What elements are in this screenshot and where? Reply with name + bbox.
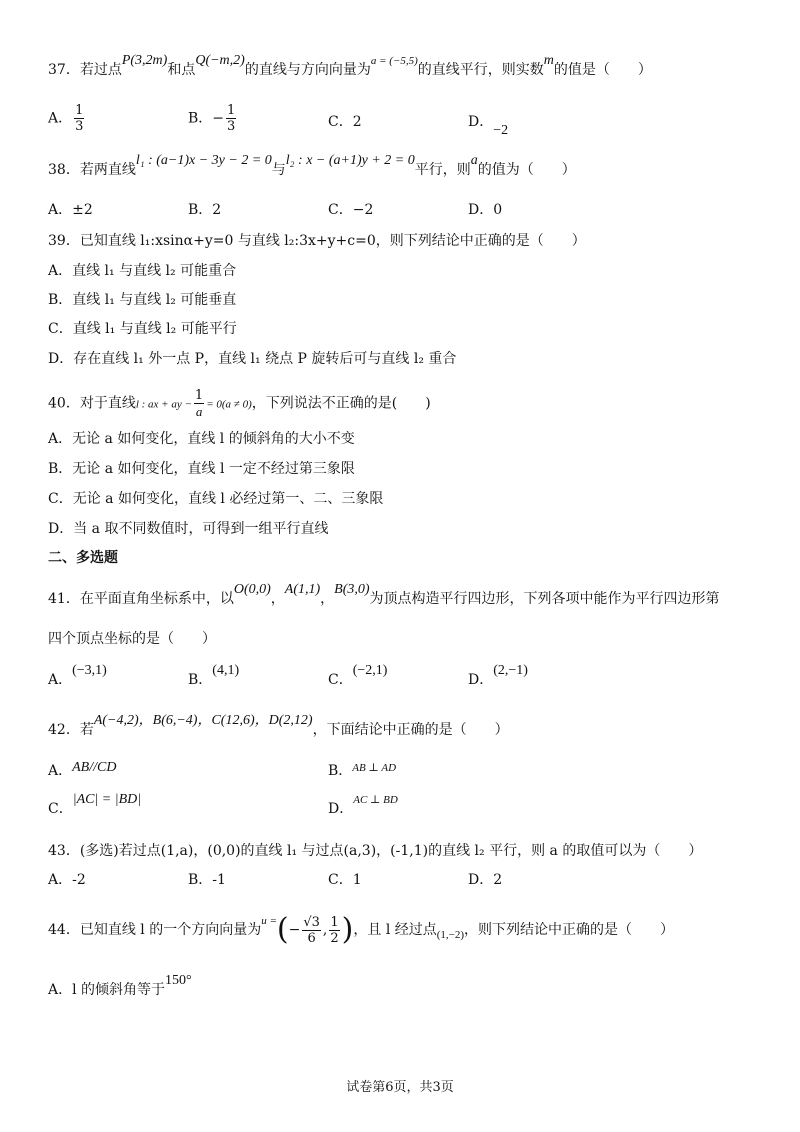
q40-text: 对于直线 <box>79 395 136 412</box>
frac-num: 1 <box>75 103 84 118</box>
frac-num: 1 <box>330 914 339 930</box>
q38-var-a: a <box>470 153 478 168</box>
fraction <box>329 915 339 946</box>
q41-stem-line2: 四个顶点坐标的是（ ） <box>48 631 216 647</box>
q38-line-l1: l₁ : (a−1)x − 3y − 2 = 0 <box>135 153 272 168</box>
q37-text: 的值是（ ） <box>553 62 652 78</box>
right-paren: ) <box>341 912 354 947</box>
option-label: B． <box>188 110 213 127</box>
q42-option-d[interactable] <box>328 794 398 820</box>
q44-text: ，且 l 经过点 <box>353 922 437 938</box>
q41-text: 为顶点构造平行四边形，下列各项中能作为平行四边形第 <box>369 591 720 607</box>
option-value: −2 <box>493 123 509 138</box>
q39-option-d[interactable]: D．存在直线 l₁ 外一点 P，直线 l₁ 绕点 P 旋转后可与直线 l₂ 重合 <box>48 351 457 367</box>
q41-option-c[interactable] <box>328 663 388 691</box>
q44-text: 已知直线 l 的一个方向向量为 <box>79 922 262 938</box>
q38-text: 与 <box>271 162 286 178</box>
minus-sign: − <box>212 110 225 127</box>
q40-option-b[interactable]: B．无论 a 如何变化，直线 l 一定不经过第三象限 <box>48 461 355 477</box>
option-label: D． <box>468 114 494 130</box>
fraction <box>226 103 236 134</box>
option-value: 150° <box>165 973 192 988</box>
option-value: |AC| = |BD| <box>72 792 142 807</box>
left-paren: ( <box>276 912 289 947</box>
q39-stem: 39．已知直线 l₁:xsinα+y=0 与直线 l₂:3x+y+c=0，则下列结论中正确的是（ ） <box>48 233 586 249</box>
q44-point: (1,−2) <box>436 929 465 941</box>
option-value: (−2,1) <box>352 663 388 678</box>
q37-option-d[interactable] <box>468 112 509 138</box>
option-value: AC ⊥ BD <box>353 794 398 806</box>
q41-point-o: O(0,0) <box>233 582 271 597</box>
q38-option-c[interactable]: C．−2 <box>328 202 374 218</box>
q40-number: 40． <box>48 395 80 412</box>
q41-point-b: B(3,0) <box>334 582 370 597</box>
q42-option-a[interactable] <box>48 761 116 782</box>
q38-option-b[interactable]: B．2 <box>188 202 222 218</box>
q38-text: 平行，则 <box>414 162 471 178</box>
q40-equation: = 0(a ≠ 0) <box>206 398 252 411</box>
q43-option-c[interactable]: C．1 <box>328 872 362 888</box>
option-label: C． <box>328 672 353 688</box>
q41-option-b[interactable] <box>188 663 240 691</box>
option-value: (2,−1) <box>493 663 528 678</box>
q38-option-d[interactable]: D．0 <box>468 202 503 218</box>
q40-stem <box>48 388 431 419</box>
q44-stem: 44．已知直线 l 的一个方向向量为$^{u =}$(− $\frac{√3}{6}$ , $\frac{1}{2}$ )，且 l 经过点$_{(1,-2)}$，则下列结论中正确的是（ ） <box>48 912 675 947</box>
q39-option-b[interactable]: B．直线 l₁ 与直线 l₂ 可能垂直 <box>48 292 237 308</box>
q42-text: ，下面结论中正确的是（ ） <box>312 722 509 738</box>
q43-stem: 43．(多选)若过点(1,a)，(0,0)的直线 l₁ 与过点(a,3)，(-1,1)的直线 l₂ 平行，则 a 的取值可以为（ ） <box>48 843 703 859</box>
q38-stem <box>48 153 576 181</box>
q38-option-a[interactable]: A．±2 <box>48 202 93 218</box>
q40-option-a[interactable]: A．无论 a 如何变化，直线 l 的倾斜角的大小不变 <box>48 431 355 447</box>
q37-stem <box>48 53 652 81</box>
q43-option-d[interactable]: D．2 <box>468 872 503 888</box>
option-label: C． <box>48 801 73 817</box>
q42-points: A(−4,2)，B(6,−4)，C(12,6)，D(2,12) <box>93 713 313 728</box>
q40-option-c[interactable]: C．无论 a 如何变化，直线 l 必经过第一、二、三象限 <box>48 491 384 507</box>
option-label: B． <box>188 672 213 688</box>
q41-number: 41． <box>48 591 80 607</box>
q37-text: 若过点 <box>79 62 122 78</box>
option-label: D． <box>328 801 354 817</box>
q37-vector: a = (−5,5) <box>370 55 418 67</box>
option-value: (−3,1) <box>72 663 107 678</box>
frac-den: 6 <box>307 930 316 946</box>
q37-option-c[interactable]: C．2 <box>328 114 362 130</box>
frac-num: 1 <box>194 388 204 403</box>
frac-num: √3 <box>303 914 320 930</box>
frac-den: 3 <box>75 119 84 134</box>
q37-var-m: m <box>543 53 554 68</box>
q40-equation: l : ax + ay − <box>135 398 192 411</box>
option-label: A． <box>48 672 73 688</box>
q44-number: 44． <box>48 922 80 938</box>
q40-option-d[interactable]: D．当 a 取不同数值时，可得到一组平行直线 <box>48 521 329 537</box>
q44-option-a[interactable] <box>48 973 192 1001</box>
q38-text: 若两直线 <box>79 162 136 178</box>
q37-text: 和点 <box>167 62 196 78</box>
q41-option-d[interactable] <box>468 663 528 691</box>
q44-vector-u: u = <box>261 915 277 927</box>
q37-text: 的直线平行，则实数 <box>417 62 544 78</box>
q43-option-a[interactable]: A．-2 <box>48 872 86 888</box>
q37-text: 的直线与方向向量为 <box>244 62 371 78</box>
q42-option-b[interactable] <box>328 761 396 782</box>
q39-option-a[interactable]: A．直线 l₁ 与直线 l₂ 可能重合 <box>48 263 237 279</box>
frac-den: 2 <box>330 930 339 946</box>
q41-option-a[interactable] <box>48 663 107 691</box>
q37-option-a[interactable] <box>48 103 86 134</box>
q42-number: 42． <box>48 722 80 738</box>
fraction <box>194 388 204 419</box>
q42-text: 若 <box>79 722 94 738</box>
q37-number: 37． <box>48 62 80 78</box>
q37-option-b[interactable] <box>188 103 238 134</box>
option-label: A． <box>48 110 73 127</box>
option-label: A． <box>48 763 73 779</box>
q41-point-a: A(1,1) <box>284 582 321 597</box>
option-label: B． <box>328 763 353 779</box>
q37-point-p: P(3,2m) <box>121 53 168 68</box>
q41-stem: 41．在平面直角坐标系中，以O(0,0)，A(1,1)，B(3,0)为顶点构造平行四边形，下列各项中能作为平行四边形第 <box>48 582 720 607</box>
option-value: AB ⊥ AD <box>352 762 397 774</box>
q43-option-b[interactable]: B．-1 <box>188 872 226 888</box>
frac-den: 3 <box>227 119 236 134</box>
q38-text: 的值为（ ） <box>477 162 576 178</box>
fraction <box>74 103 84 134</box>
frac-num: 1 <box>227 103 236 118</box>
q39-option-c[interactable]: C．直线 l₁ 与直线 l₂ 可能平行 <box>48 321 237 337</box>
option-value: (4,1) <box>212 663 240 678</box>
q40-text: ，下列说法不正确的是( ) <box>251 395 431 412</box>
q41-text: 在平面直角坐标系中，以 <box>79 591 234 607</box>
section-heading: 二、多选题 <box>48 550 118 566</box>
option-label: D． <box>468 672 494 688</box>
option-value: AB//CD <box>72 760 117 775</box>
q42-option-c[interactable] <box>48 792 142 820</box>
fraction <box>302 915 321 946</box>
q42-stem <box>48 713 509 741</box>
q38-number: 38． <box>48 162 80 178</box>
q38-line-l2: l₂ : x − (a+1)y + 2 = 0 <box>285 153 415 168</box>
option-label: A．l 的倾斜角等于 <box>48 982 166 998</box>
page-footer: 试卷第6页，共3页 <box>346 1080 454 1095</box>
q44-text: ，则下列结论中正确的是（ ） <box>464 922 675 938</box>
minus-sign: − <box>288 922 301 938</box>
frac-den: a <box>195 404 203 419</box>
q37-point-q: Q(−m,2) <box>195 53 245 68</box>
